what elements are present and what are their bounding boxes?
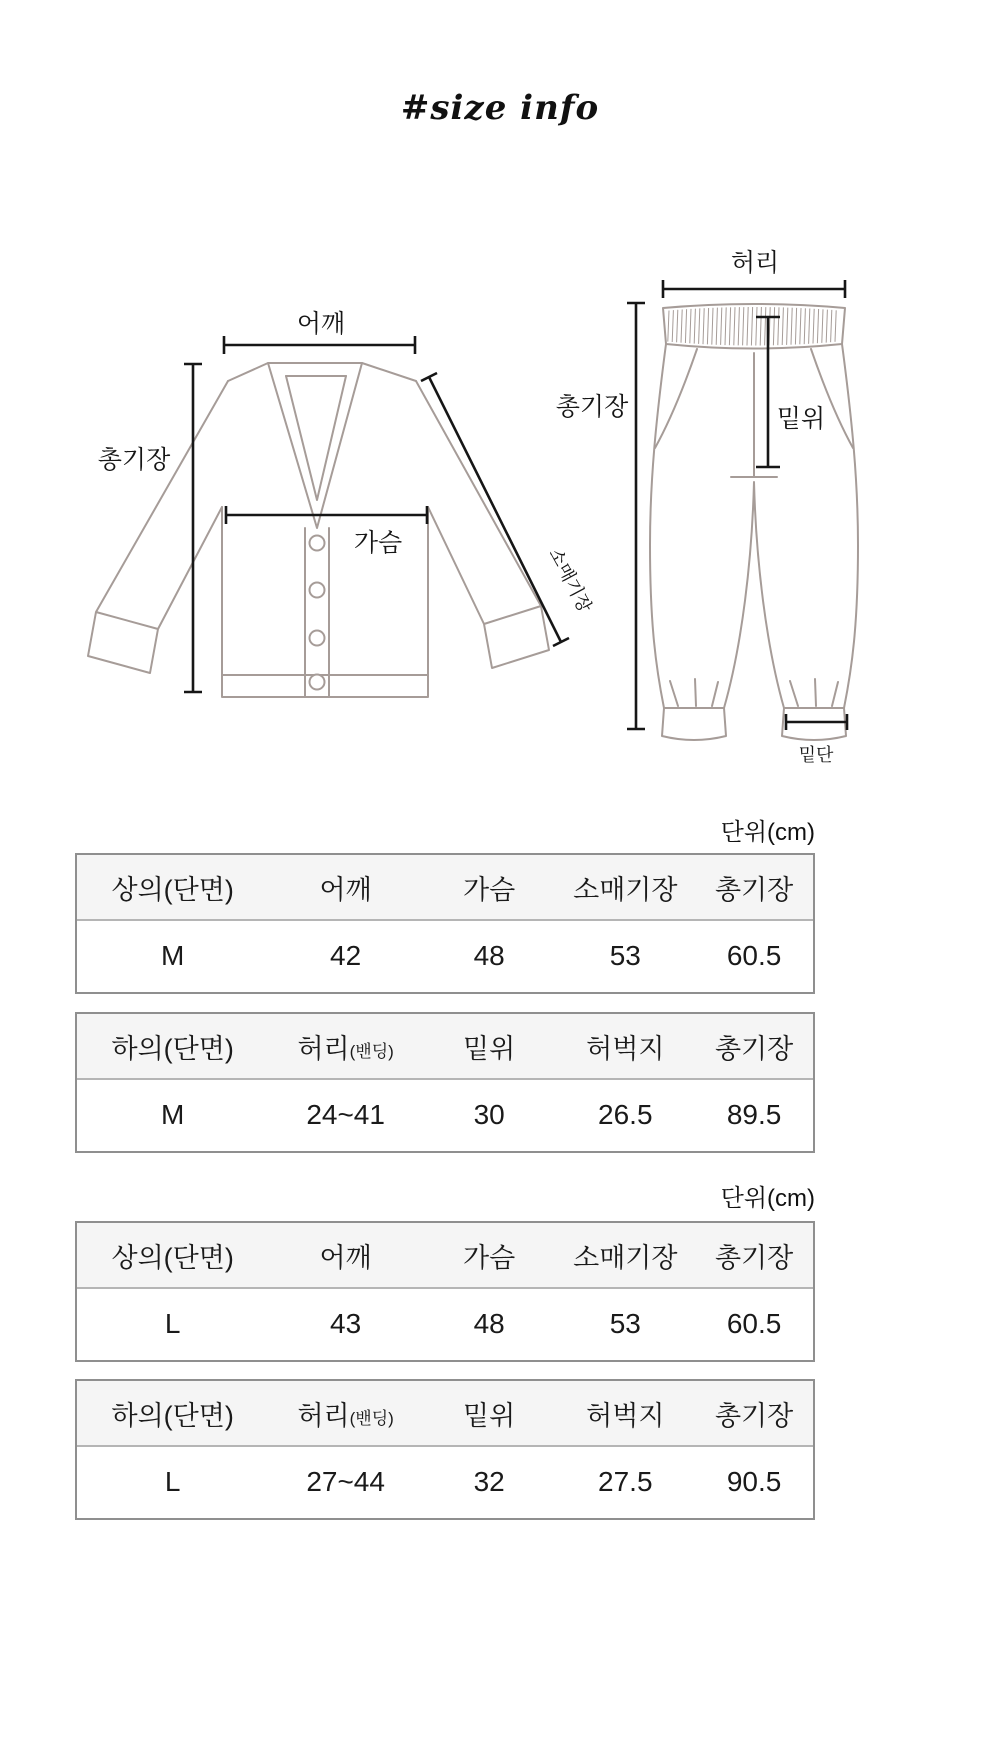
header-cell: 어깨 [268, 1223, 423, 1289]
unit-label: 단위(cm) [720, 1185, 815, 1212]
value-cell: 53 [555, 921, 695, 990]
value-cell: 53 [555, 1289, 695, 1358]
header-cell: 허벅지 [555, 1014, 695, 1080]
header-cell: 허리 (밴딩) [268, 1014, 423, 1080]
value-cell: L [77, 1447, 268, 1516]
size-table-top-l [75, 1221, 815, 1362]
page-title: #size info [400, 88, 600, 128]
value-cell: 27~44 [268, 1447, 423, 1516]
value-cell: 30 [423, 1080, 555, 1149]
header-cell: 하의(단면) [77, 1014, 268, 1080]
cardigan-drawing [88, 363, 549, 697]
header-cell: 가슴 [423, 1223, 555, 1289]
value-cell: 26.5 [555, 1080, 695, 1149]
chest-label: 가슴 [353, 529, 403, 557]
value-cell: 42 [268, 921, 423, 990]
header-cell: 상의(단면) [77, 1223, 268, 1289]
sleeve-dimension-line [421, 373, 569, 646]
header-cell: 소매기장 [555, 1223, 695, 1289]
header-cell: 총기장 [695, 1381, 813, 1447]
header-cell: 허벅지 [555, 1381, 695, 1447]
size-table-top-m [75, 853, 815, 994]
header-cell: 총기장 [695, 855, 813, 921]
unit-label: 단위(cm) [720, 819, 815, 846]
sleeve-length-label: 소매기장 [545, 544, 596, 616]
header-cell: 하의(단면) [77, 1381, 268, 1447]
size-table-bottom-m [75, 1012, 815, 1153]
header-cell: 밑위 [423, 1014, 555, 1080]
waistband-ribbing [668, 307, 836, 346]
value-cell: 60.5 [695, 1289, 813, 1358]
size-table-bottom-l [75, 1379, 815, 1520]
pants-drawing [650, 304, 858, 740]
header-cell: 가슴 [423, 855, 555, 921]
header-cell: 상의(단면) [77, 855, 268, 921]
hem-dimension-line [786, 714, 847, 730]
value-cell: 32 [423, 1447, 555, 1516]
header-cell: 소매기장 [555, 855, 695, 921]
value-cell: M [77, 1080, 268, 1149]
size-diagram [0, 230, 1000, 790]
value-cell: M [77, 921, 268, 990]
header-cell: 어깨 [268, 855, 423, 921]
value-cell: 48 [423, 921, 555, 990]
rise-label: 밑위 [776, 405, 826, 433]
waist-label: 허리 [730, 249, 780, 277]
header-cell: 허리 (밴딩) [268, 1381, 423, 1447]
value-cell: 89.5 [695, 1080, 813, 1149]
bottom-length-dimension-line [627, 303, 645, 729]
cardigan-buttons [310, 536, 325, 690]
header-cell: 총기장 [695, 1223, 813, 1289]
shoulder-label: 어깨 [296, 310, 346, 338]
value-cell: 43 [268, 1289, 423, 1358]
rise-dimension-line [756, 317, 780, 467]
shoulder-dimension-line [224, 336, 415, 354]
value-cell: 24~41 [268, 1080, 423, 1149]
chest-dimension-line [226, 506, 427, 524]
value-cell: 27.5 [555, 1447, 695, 1516]
header-cell: 밑위 [423, 1381, 555, 1447]
hem-label: 밑단 [798, 745, 834, 765]
waist-dimension-line [663, 280, 845, 298]
header-cell: 총기장 [695, 1014, 813, 1080]
bottom-total-length-label: 총기장 [555, 393, 629, 421]
cardigan-dimension-lines [184, 336, 569, 692]
value-cell: L [77, 1289, 268, 1358]
top-length-dimension-line [184, 364, 202, 692]
value-cell: 90.5 [695, 1447, 813, 1516]
value-cell: 48 [423, 1289, 555, 1358]
top-total-length-label: 총기장 [97, 446, 171, 474]
value-cell: 60.5 [695, 921, 813, 990]
